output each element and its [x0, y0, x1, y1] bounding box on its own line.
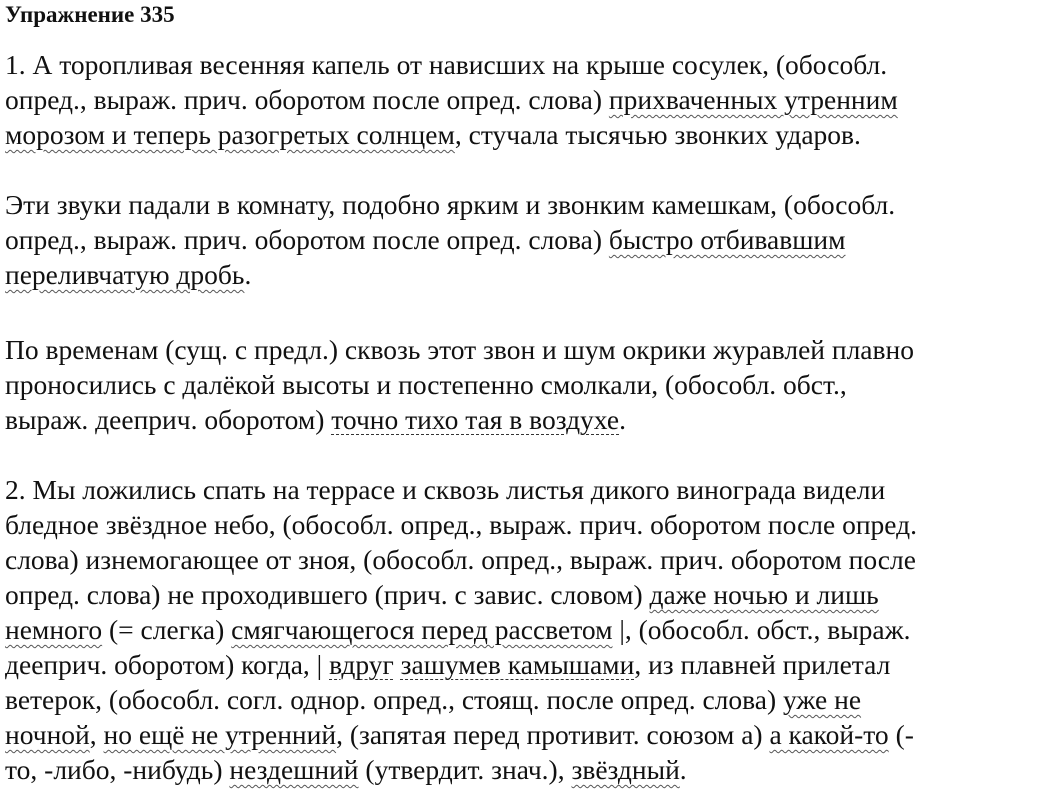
text-line: [5, 683, 861, 717]
underlined-definition: даже ночью и лишь: [649, 579, 879, 610]
exercise-title: Упражнение 335: [5, 2, 175, 27]
text-segment: 1. А торопливая весенняя капель от нависших на крыше сосулек, (обособл.: [5, 49, 888, 80]
text-line: [5, 223, 846, 257]
text-line: [5, 403, 626, 437]
underlined-definition: уже не: [783, 684, 862, 715]
text-segment: слова) изнемогающее от зноя, (обособл. опред., выраж. прич. оборотом после: [5, 544, 916, 575]
text-segment: опред., выраж. прич. оборотом после опред. слова): [5, 84, 609, 115]
text-line: [5, 473, 885, 507]
text-line: [5, 508, 917, 542]
text-segment: проносились с далёкой высоты и постепенно смолкали, (обособл. обст.,: [5, 369, 847, 400]
text-segment: (-: [888, 719, 914, 750]
text-line: [5, 368, 847, 402]
underlined-adverbial: точно тихо тая в воздухе: [331, 404, 620, 435]
underlined-adverbial: зашумев камышами: [400, 649, 635, 680]
text-segment: выраж. дееприч. оборотом): [5, 404, 332, 435]
underlined-definition: ночной: [5, 719, 90, 750]
underlined-adverbial: вдруг: [329, 649, 394, 680]
text-line: [5, 543, 916, 577]
text-segment: то, -либо, -нибудь): [5, 754, 230, 785]
text-segment: , (запятая перед противит. союзом а): [336, 719, 770, 750]
text-line: [5, 118, 861, 152]
text-segment: опред. слова) не проходившего (прич. с завис. словом): [5, 579, 650, 610]
underlined-definition: морозом и теперь разогретых солнцем: [5, 119, 455, 150]
text-segment: |, (обособл. обст., выраж.: [612, 614, 911, 645]
text-segment: .: [244, 259, 252, 290]
text-line: [5, 258, 251, 292]
text-segment: , стучала тысячью звонких ударов.: [454, 119, 861, 150]
text-segment: .: [679, 754, 687, 785]
underlined-definition: смягчающегося перед рассветом: [231, 614, 613, 645]
text-line: [5, 333, 914, 367]
underlined-definition: немного: [5, 614, 103, 645]
text-segment: .: [619, 404, 626, 435]
text-segment: (утвердит. знач.),: [358, 754, 572, 785]
text-segment: дееприч. оборотом) когда, |: [5, 649, 330, 680]
text-segment: бледное звёздное небо, (обособл. опред., выраж. прич. оборотом после опред.: [5, 509, 918, 540]
text-segment: ,: [89, 719, 104, 750]
text-line: [5, 578, 879, 612]
text-line: [5, 48, 887, 82]
underlined-definition: быстро отбивавшим: [608, 224, 846, 255]
underlined-definition: а какой-то: [769, 719, 889, 750]
text-line: [5, 753, 687, 787]
text-segment: [394, 649, 401, 680]
text-line: [5, 188, 895, 222]
underlined-definition: переливчатую дробь: [5, 259, 245, 290]
text-line: [5, 718, 914, 752]
underlined-definition: звёздный: [571, 754, 680, 785]
text-segment: По временам (сущ. с предл.) сквозь этот звон и шум окрики журавлей плавно: [5, 334, 914, 365]
text-segment: 2. Мы ложились спать на террасе и сквозь листья дикого винограда видели: [5, 474, 886, 505]
text-line: [5, 648, 890, 682]
text-segment: (= слегка): [102, 614, 232, 645]
text-segment: , из плавней прилетал: [634, 649, 891, 680]
text-segment: Эти звуки падали в комнату, подобно ярким и звонким камешкам, (обособл.: [5, 189, 896, 220]
underlined-definition: нездешний: [229, 754, 359, 785]
text-segment: ветерок, (обособл. согл. однор. опред., стоящ. после опред. слова): [5, 684, 784, 715]
text-segment: опред., выраж. прич. оборотом после опред. слова): [5, 224, 609, 255]
text-line: [5, 83, 898, 117]
underlined-definition: но ещё не утренний: [103, 719, 337, 750]
underlined-definition: прихваченных утренним: [608, 84, 898, 115]
text-line: [5, 613, 911, 647]
